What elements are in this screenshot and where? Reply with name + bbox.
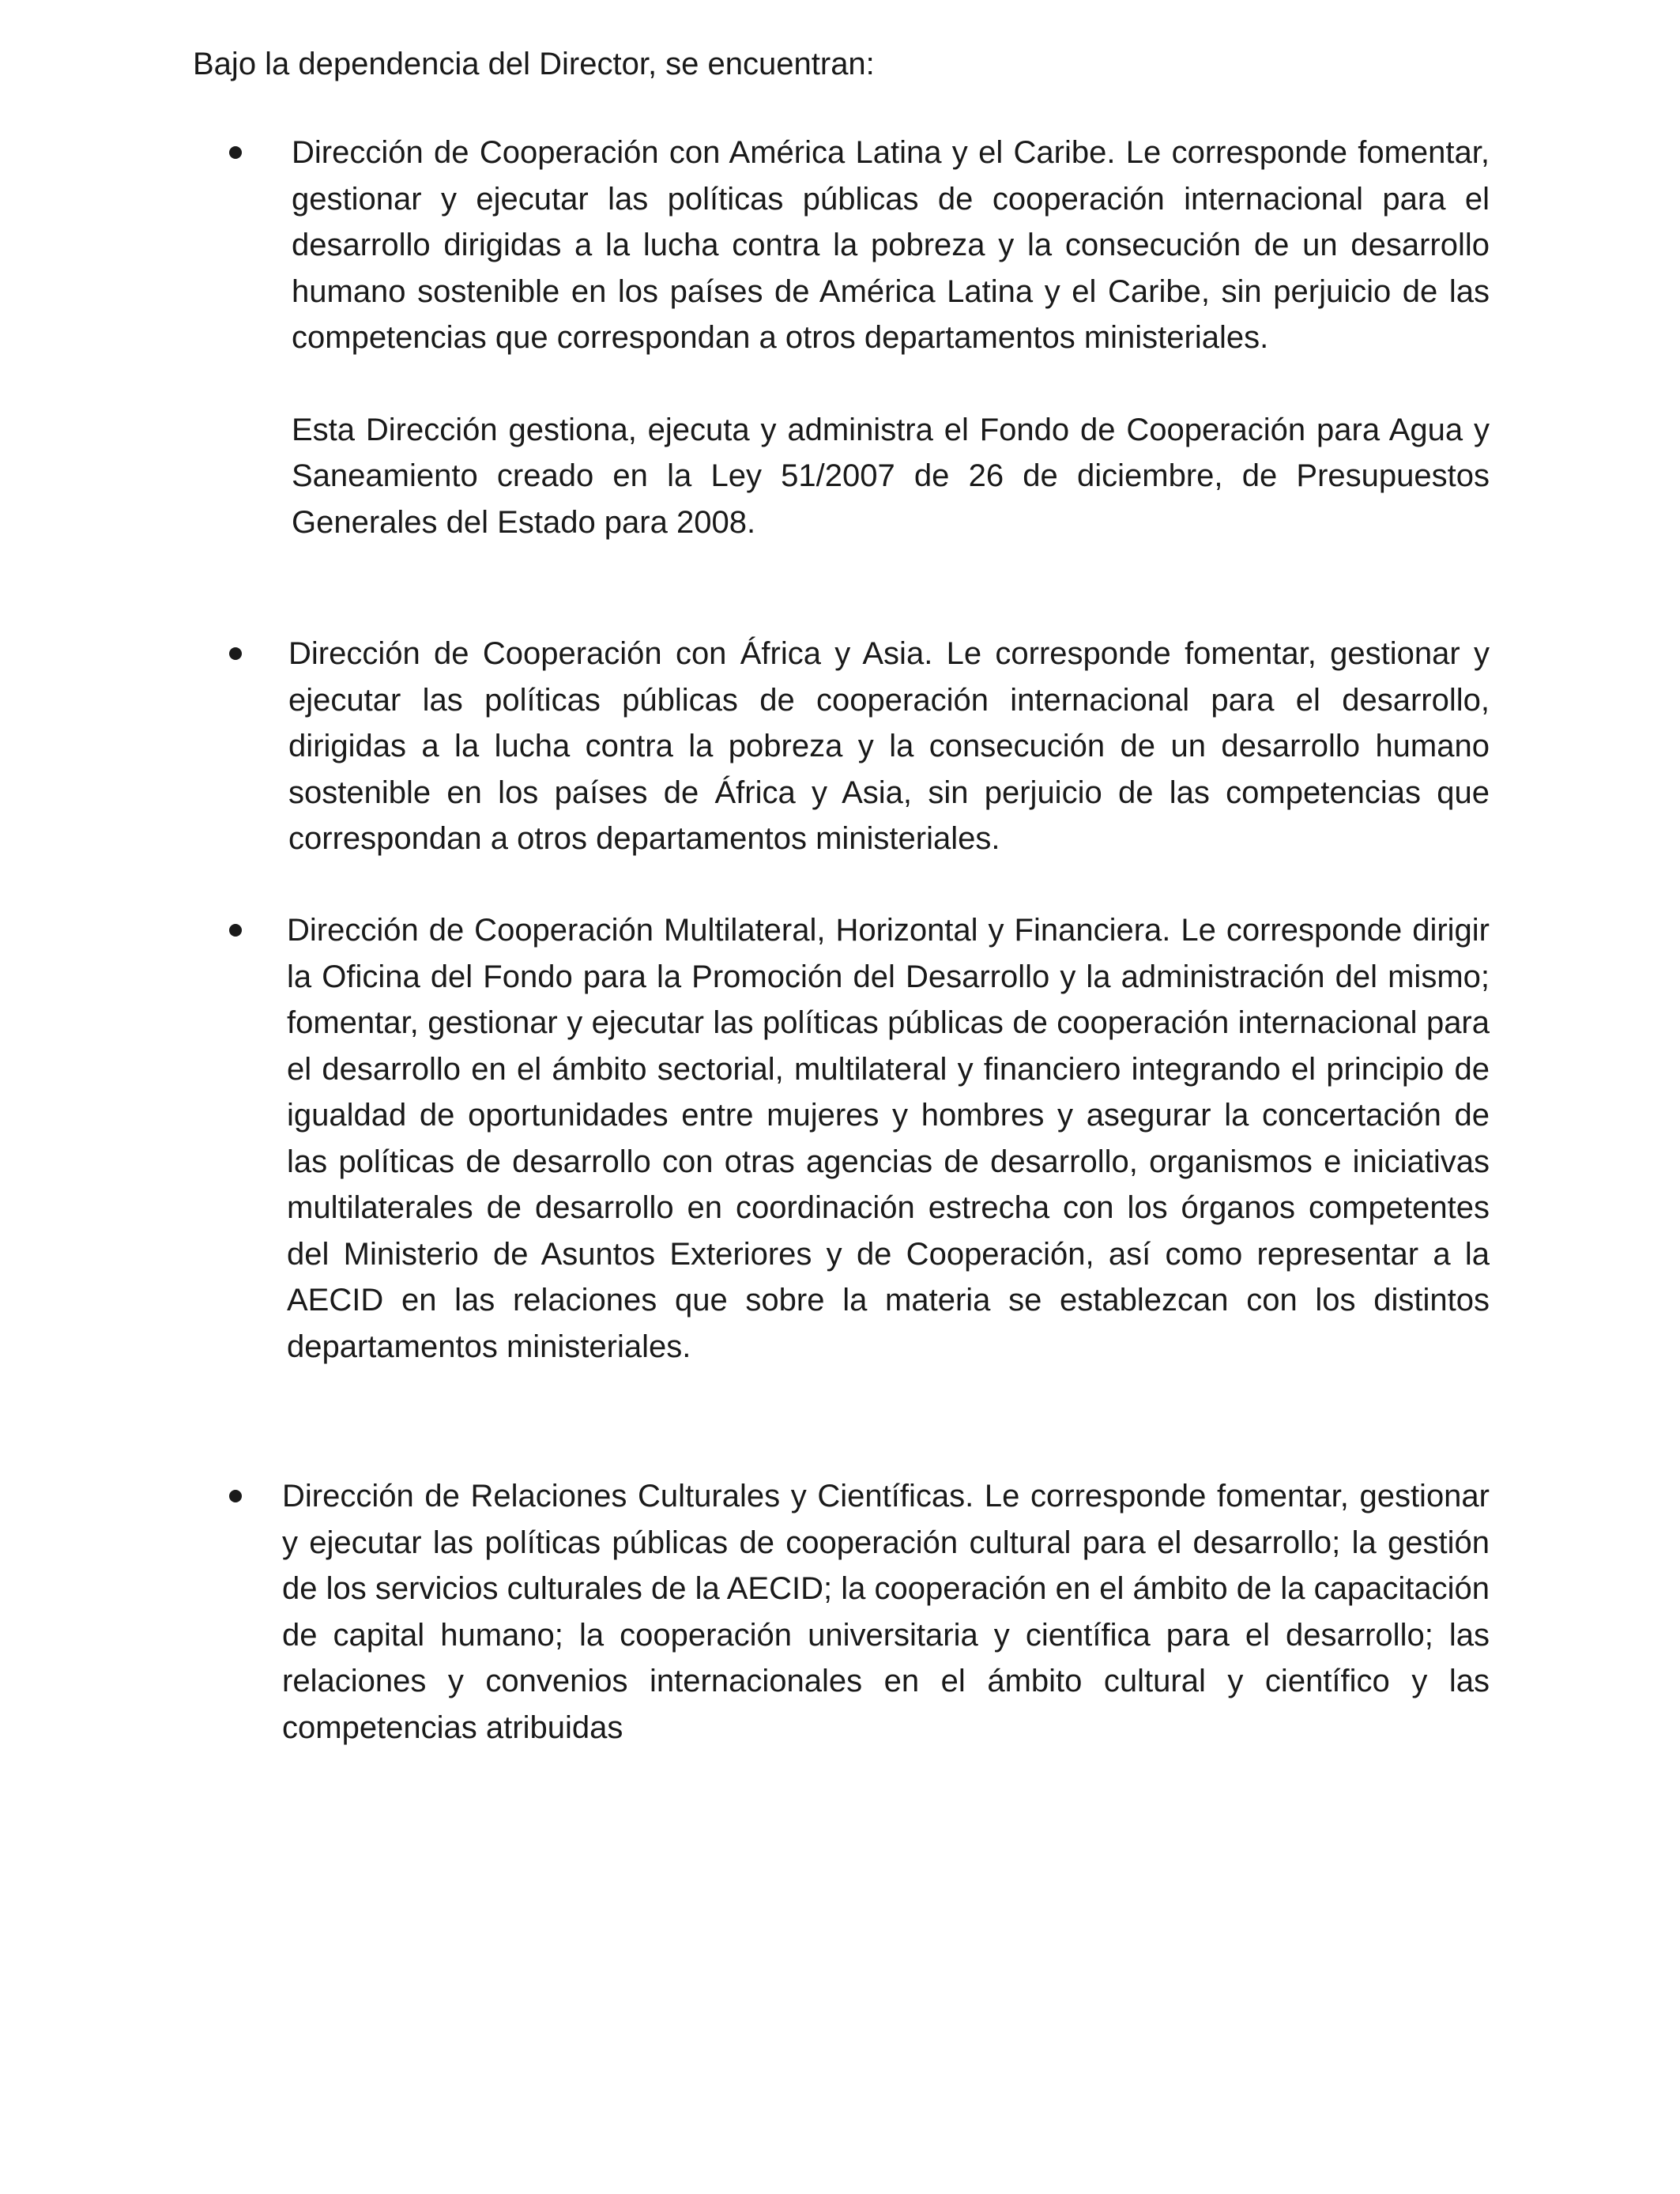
item-paragraph: Dirección de Relaciones Culturales y Científicas. Le corresponde fomentar, gestionar y ejecutar las políticas públicas de cooperación cultural para el desarrollo; la gestión de los servicios culturales de la AECID; la cooperación en el ámbito de la capacitación de capital humano; la cooperación universitaria y científica para el desarrollo; las relaciones y convenios internacionales en el ámbito cultural y científico y las competencias atribuidas	[282, 1479, 1490, 1745]
list-item-africa-asia	[233, 631, 1490, 862]
intro-text: Bajo la dependencia del Director, se encuentran:	[193, 47, 875, 81]
bullet-icon	[229, 146, 242, 159]
item-paragraph: Dirección de Cooperación Multilateral, Horizontal y Financiera. Le corresponde dirigir la Oficina del Fondo para la Promoción del Desarrollo y la administración del mismo; fomentar, gestionar y ejecutar las políticas públicas de cooperación internacional para el desarrollo en el ámbito sectorial, multilateral y financiero integrando el principio de igualdad de oportunidades entre mujeres y hombres y asegurar la concertación de las políticas de desarrollo con otras agencias de desarrollo, organismos e iniciativas multilaterales de desarrollo en coordinación estrecha con los órganos competentes del Ministerio de Asuntos Exteriores y de Cooperación, así como representar a la AECID en las relaciones que sobre la materia se establezcan con los distintos departamentos ministeriales.	[287, 913, 1490, 1364]
bullet-icon	[229, 1490, 242, 1502]
item-paragraph-secondary: Esta Dirección gestiona, ejecuta y administra el Fondo de Cooperación para Agua y Saneamiento creado en la Ley 51/2007 de 26 de diciembre, de Presupuestos Generales del Estado para 2008.	[292, 412, 1490, 540]
item-paragraph: Dirección de Cooperación con África y Asia. Le corresponde fomentar, gestionar y ejecutar las políticas públicas de cooperación internacional para el desarrollo, dirigidas a la lucha contra la pobreza y la consecución de un desarrollo humano sostenible en los países de África y Asia, sin perjuicio de las competencias que correspondan a otros departamentos ministeriales.	[288, 636, 1490, 856]
bullet-icon	[229, 647, 242, 660]
item-paragraph: Dirección de Cooperación con América Latina y el Caribe. Le corresponde fomentar, gestionar y ejecutar las políticas públicas de cooperación internacional para el desarrollo dirigidas a la lucha contra la pobreza y la consecución de un desarrollo humano sostenible en los países de América Latina y el Caribe, sin perjuicio de las competencias que correspondan a otros departamentos ministeriales.	[292, 135, 1490, 355]
list-item-culturales	[233, 1473, 1490, 1751]
bullet-icon	[229, 924, 242, 937]
list-item-america-latina	[233, 130, 1490, 545]
list-item-multilateral	[233, 907, 1490, 1370]
